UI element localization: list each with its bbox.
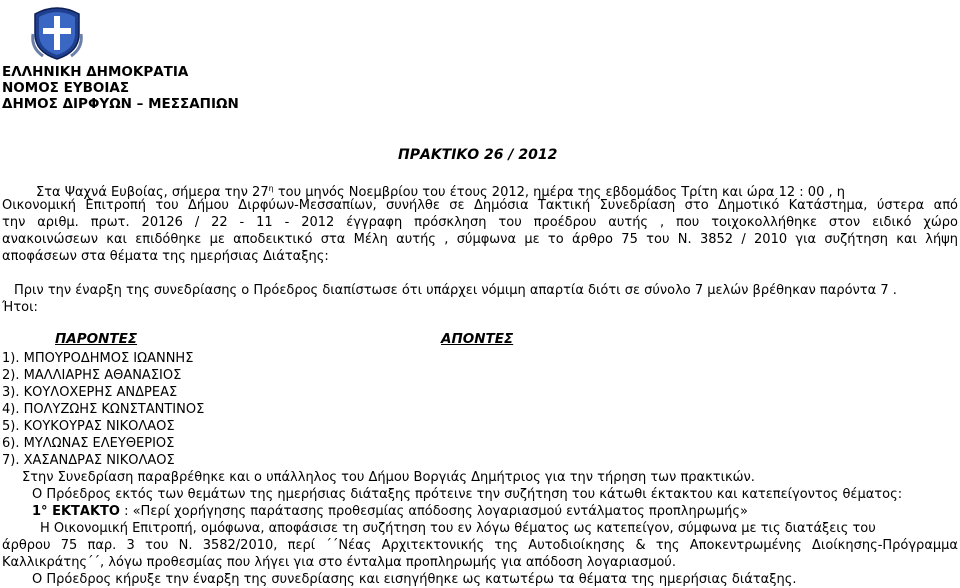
extra-topic-subject: : «Περί χορήγησης παράτασης προθεσμίας απόδοσης λογαριασμού εντάλματος προπληρωμής»: [124, 504, 748, 519]
extra-topic-number: 1° ΕΚΤΑΚΤΟ: [32, 504, 120, 519]
extra-topic-line: [32, 503, 748, 520]
intro-line-3: την αριθμ. πρωτ. 20126 / 22 - 11 - 2012 έγγραφη πρόσκληση του προέδρου αυτής , που τοιχοκολλήθηκε στον ειδικό χώρο: [2, 215, 958, 230]
committee-decision-line-1: Η Οικονομική Επιτροπή, ομόφωνα, αποφάσισε τη συζήτηση του εν λόγω θέματος ως κατεπείγον, σύμφωνα με τις διατάξεις του: [40, 521, 876, 536]
intro-line-1-end: του μηνός Νοεμβρίου του έτους 2012, ημέρα της εβδομάδος Τρίτη και ώρα 12 : 00 , η: [277, 185, 845, 200]
header-country: ΕΛΛΗΝΙΚΗ ΔΗΜΟΚΡΑΤΙΑ: [2, 64, 189, 80]
present-heading: ΠΑΡΟΝΤΕΣ: [55, 331, 138, 347]
quorum-line: Πριν την έναρξη της συνεδρίασης ο Πρόεδρος διαπίστωσε ότι υπάρχει νόμιμη απαρτία διότι σε σύνολο 7 μελών βρέθηκαν παρόντα 7 .: [14, 283, 897, 298]
intro-line-2: Οικονομική Επιτροπή του Δήμου Διρφύων-Μεσσαπίων, συνήλθε σε Δημόσια Τακτική Συνεδρίαση στο Δημοτικό Κατάστημα, ύστερα από: [2, 198, 958, 213]
session-start-line: Ο Πρόεδρος κήρυξε την έναρξη της συνεδρίασης και εισηγήθηκε ως κατωτέρω τα θέματα της ημερήσιας διάταξης.: [32, 572, 797, 587]
member-list-item: 4). ΠΟΛΥΖΩΗΣ ΚΩΝΣΤΑΝΤΙΝΟΣ: [2, 402, 205, 417]
secretary-note: Στην Συνεδρίαση παραβρέθηκε και ο υπάλληλος του Δήμου Βοργιάς Δημήτριος για την τήρηση των πρακτικών.: [22, 470, 755, 485]
intro-line-5: αποφάσεων στα θέματα της ημερήσιας Διάταξης:: [2, 249, 329, 264]
member-list-item: 3). ΚΟΥΛΟΧΕΡΗΣ ΑΝΔΡΕΑΣ: [2, 385, 178, 400]
ordinal-superscript: η: [268, 184, 274, 193]
member-list-item: 1). ΜΠΟΥΡΟΔΗΜΟΣ ΙΩΑΝΝΗΣ: [2, 351, 194, 366]
member-list-item: 6). ΜΥΛΩΝΑΣ ΕΛΕΥΘΕΡΙΟΣ: [2, 436, 175, 451]
intro-line-4: ανακοινώσεων και επιδόθηκε με αποδεικτικό στα Μέλη αυτής , σύμφωνα με το άρθρο 75 του Ν. 3852 / 2010 για συζήτηση και λήψη: [2, 232, 958, 247]
absent-heading: ΑΠΟΝΤΕΣ: [441, 331, 514, 347]
greek-coat-of-arms-emblem: [29, 4, 85, 60]
header-prefecture: ΝΟΜΟΣ ΕΥΒΟΙΑΣ: [2, 80, 130, 96]
document-title: ΠΡΑΚΤΙΚΟ 26 / 2012: [398, 147, 558, 163]
quorum-list-intro: Ήτοι:: [2, 300, 38, 315]
member-list-item: 5). ΚΟΥΚΟΥΡΑΣ ΝΙΚΟΛΑΟΣ: [2, 419, 175, 434]
committee-decision-line-3: Καλλικράτης΄΄, λόγω προθεσμίας που λήγει για στο ένταλμα προπληρωμής για απόδοση λογαριασμού.: [2, 555, 676, 570]
committee-decision-line-2: άρθρου 75 παρ. 3 του Ν. 3582/2010, περί ΄΄Νέας Αρχιτεκτονικής της Αυτοδιοίκησης & της Αποκεντρωμένης Διοίκησης-Πρόγραμμα: [2, 538, 958, 553]
member-list-item: 7). ΧΑΣΑΝΔΡΑΣ ΝΙΚΟΛΑΟΣ: [2, 453, 175, 468]
intro-line-1-start: Στα Ψαχνά Ευβοίας, σήμερα την 27: [36, 185, 269, 200]
extra-topic-intro: Ο Πρόεδρος εκτός των θεμάτων της ημερήσιας διάταξης πρότεινε την συζήτηση του κάτωθι έκτακτου και κατεπείγοντος θέματος:: [32, 487, 903, 502]
member-list-item: 2). ΜΑΛΛΙΑΡΗΣ ΑΘΑΝΑΣΙΟΣ: [2, 368, 182, 383]
header-municipality: ΔΗΜΟΣ ΔΙΡΦΥΩΝ – ΜΕΣΣΑΠΙΩΝ: [2, 96, 239, 112]
